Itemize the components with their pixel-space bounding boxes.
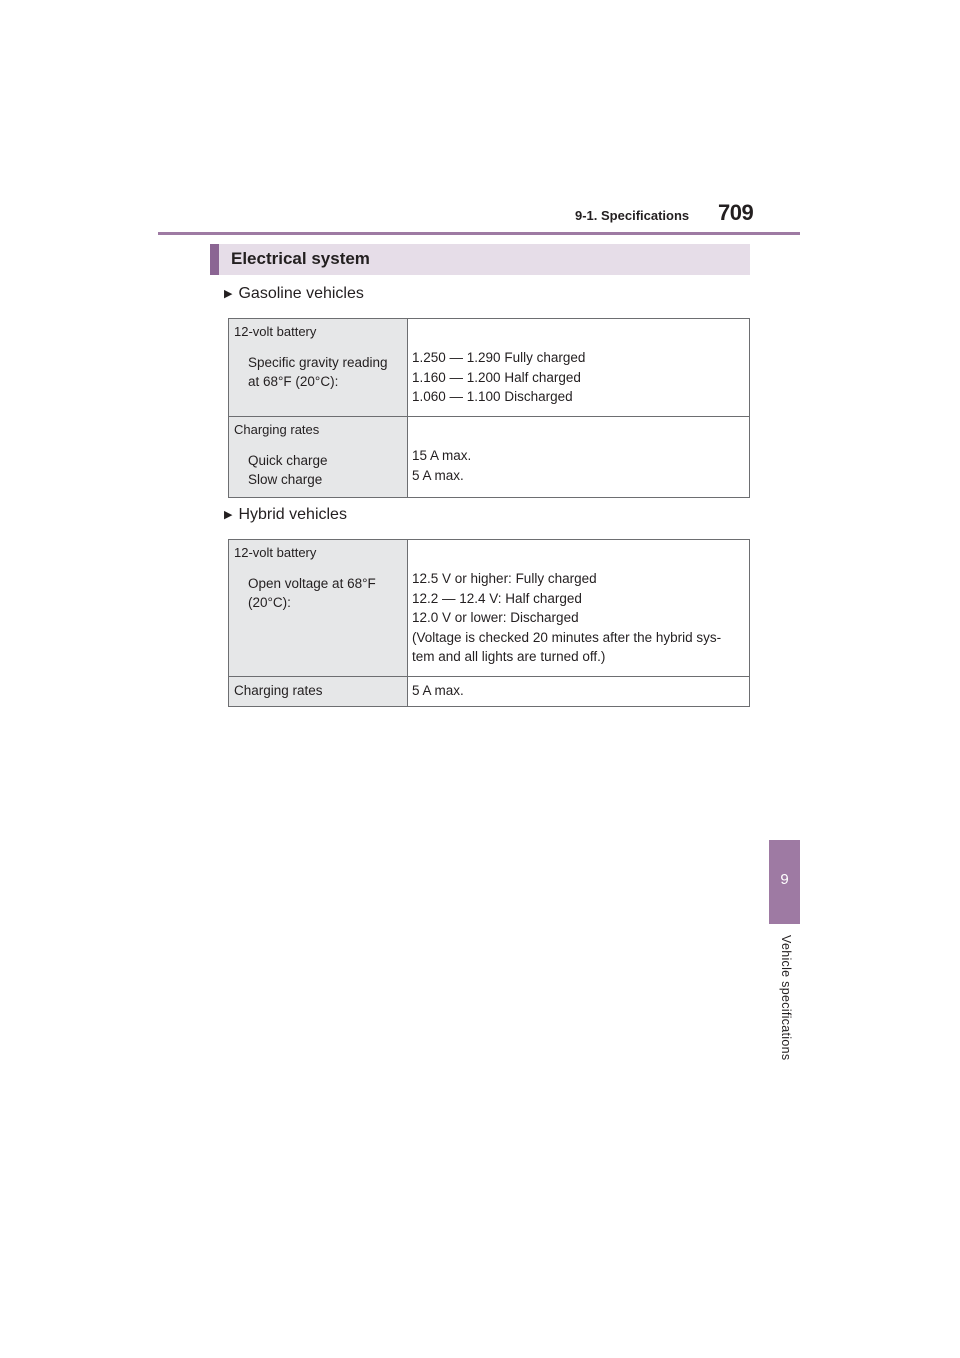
chapter-tab [769, 840, 800, 924]
header-section-title: 9-1. Specifications [575, 208, 690, 223]
table-row [229, 540, 750, 677]
charging-category: Charging rates [234, 683, 323, 698]
gasoline-heading-text: Gasoline vehicles [238, 285, 364, 302]
battery-sub-label [229, 340, 407, 399]
gasoline-subheading [224, 285, 364, 303]
section-title: Electrical system [231, 249, 370, 268]
value-line: (Voltage is checked 20 minutes after the hybrid sys- [412, 629, 722, 645]
hybrid-subheading [224, 506, 347, 524]
value-line: 15 A max. [412, 448, 472, 463]
value-line: tem and all lights are turned off.) [412, 649, 606, 664]
value-line: 12.2 — 12.4 V: Half charged [412, 590, 582, 606]
sub-label-line: Quick charge [248, 453, 328, 468]
table-row [229, 677, 750, 707]
battery-value-cell [408, 319, 750, 417]
sub-label-line: Specific gravity reading [248, 355, 388, 370]
value-line: 1.060 — 1.100 Discharged [412, 389, 573, 404]
charging-value: 5 A max. [412, 683, 464, 698]
battery-category: 12-volt battery [234, 545, 317, 560]
value-line: 5 A max. [412, 467, 464, 483]
chapter-label: Vehicle specifications [779, 935, 793, 1061]
charging-label-cell [229, 417, 408, 498]
battery-values [408, 319, 749, 415]
chapter-number: 9 [780, 871, 789, 888]
page-number: 709 [718, 200, 754, 225]
sub-label-line: (20°C): [248, 595, 291, 610]
sub-label-line: at 68°F (20°C): [248, 374, 339, 389]
battery-category: 12-volt battery [234, 324, 317, 339]
value-line: 1.160 — 1.200 Half charged [412, 369, 581, 385]
value-line: 12.0 V or lower: Discharged [412, 610, 579, 625]
value-line: 12.5 V or higher: Fully charged [412, 571, 597, 586]
triangle-bullet-icon: ▶ [224, 509, 233, 521]
header-rule [158, 232, 800, 235]
charging-label-cell [229, 677, 408, 707]
triangle-bullet-icon: ▶ [224, 288, 233, 300]
section-heading-bar [210, 244, 750, 275]
charging-value-cell [408, 677, 750, 707]
battery-value-cell [408, 540, 750, 677]
gasoline-spec-table [228, 318, 750, 498]
table-row [229, 417, 750, 498]
charging-value-cell [408, 417, 750, 498]
hybrid-heading-text: Hybrid vehicles [238, 506, 347, 523]
battery-label-cell [229, 319, 408, 417]
value-line: 1.250 — 1.290 Fully charged [412, 350, 586, 365]
charging-category: Charging rates [234, 422, 320, 437]
battery-values [408, 540, 749, 675]
charging-sub-label [229, 438, 407, 497]
sub-label-line: Slow charge [248, 472, 323, 487]
sub-label-line: Open voltage at 68°F [248, 576, 376, 591]
table-row [229, 319, 750, 417]
battery-sub-label [229, 561, 407, 620]
charging-values [408, 417, 749, 493]
hybrid-spec-table [228, 539, 750, 707]
battery-label-cell [229, 540, 408, 677]
